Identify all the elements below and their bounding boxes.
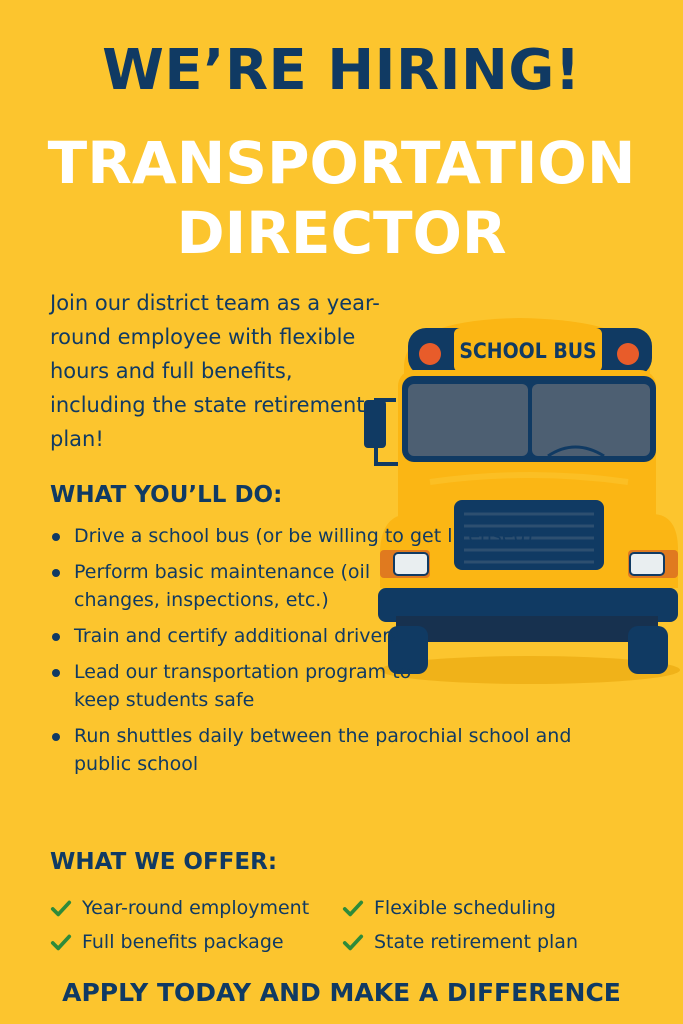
benefit-item — [50, 928, 342, 956]
list-item — [50, 522, 610, 550]
job-title-line-2: DIRECTOR — [176, 199, 507, 267]
duty-text: Run shuttles daily between the parochial school and public school — [74, 725, 572, 775]
call-to-action: APPLY TODAY AND MAKE A DIFFERENCE — [62, 978, 621, 1007]
list-item — [50, 658, 444, 714]
windshield-right — [532, 384, 650, 456]
duties-list — [50, 522, 610, 786]
bullet-icon — [52, 569, 60, 577]
benefit-item — [342, 894, 642, 922]
benefit-item — [342, 928, 642, 956]
headline: WE’RE HIRING! — [102, 38, 581, 103]
benefit-text: Year-round employment — [82, 897, 310, 919]
what-we-offer-heading: WHAT WE OFFER: — [50, 849, 278, 875]
benefits-grid — [50, 894, 650, 956]
what-youll-do-heading: WHAT YOU’LL DO: — [50, 482, 283, 508]
checkmark-icon — [342, 897, 364, 919]
bullet-icon — [52, 733, 60, 741]
list-item — [50, 622, 404, 650]
benefit-text: Flexible scheduling — [374, 897, 556, 919]
duty-text: Lead our transportation program to keep students safe — [74, 661, 412, 711]
checkmark-icon — [342, 931, 364, 953]
bullet-icon — [52, 669, 60, 677]
windshield-left — [408, 384, 528, 456]
duty-text: Perform basic maintenance (oil changes, inspections, etc.) — [74, 561, 371, 611]
duty-text: Train and certify additional drivers — [74, 625, 400, 647]
bus-sign-text: SCHOOL BUS — [459, 339, 597, 363]
duty-text: Drive a school bus (or be willing to get licensed) — [74, 525, 533, 547]
mirror-arm-bottom — [374, 462, 402, 466]
wheel-right — [628, 626, 668, 674]
benefit-item — [50, 894, 342, 922]
intro-paragraph: Join our district team as a year-round employee with flexible hours and full benefits, including the state retirement plan! — [50, 291, 380, 451]
checkmark-icon — [50, 897, 72, 919]
job-title-line-1: TRANSPORTATION — [47, 129, 636, 197]
benefit-text: Full benefits package — [82, 931, 284, 953]
checkmark-icon — [50, 931, 72, 953]
roof-light-right — [617, 343, 639, 365]
bullet-icon — [52, 533, 60, 541]
list-item — [50, 558, 404, 614]
list-item — [50, 722, 610, 778]
bullet-icon — [52, 633, 60, 641]
headlight-right — [630, 553, 664, 575]
side-mirror — [364, 400, 386, 448]
roof-light-left — [419, 343, 441, 365]
benefit-text: State retirement plan — [374, 931, 578, 953]
